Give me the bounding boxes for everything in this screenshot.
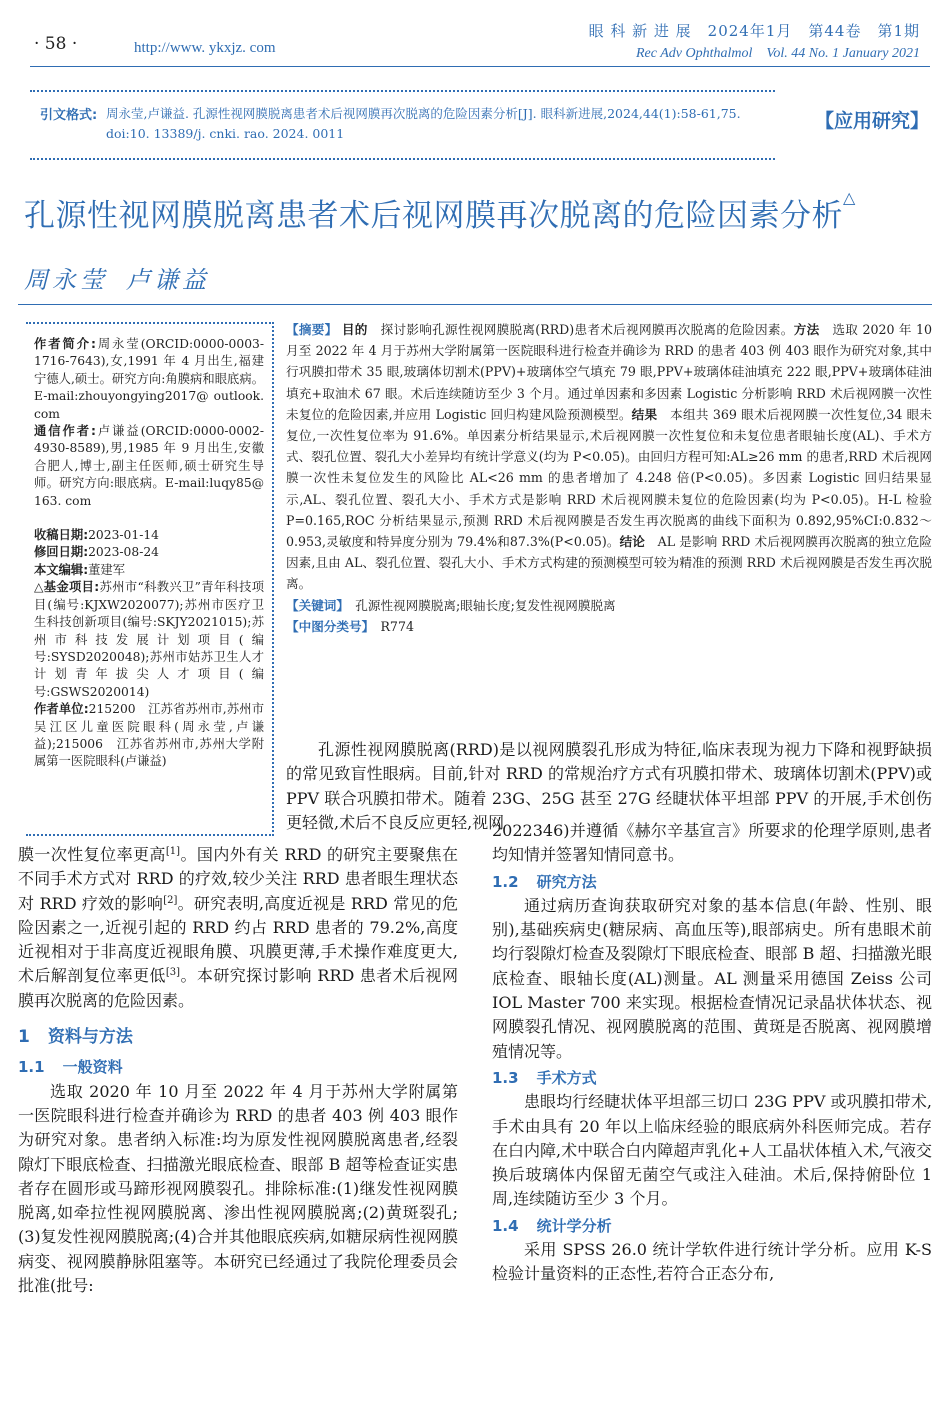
title-text: 孔源性视网膜脱离患者术后视网膜再次脱离的危险因素分析 xyxy=(24,198,843,234)
editor xyxy=(34,562,264,579)
conclusion-text: AL 是影响 RRD 术后视网膜再次脱离的独立危险因素,且由 AL、裂孔位置、裂孔大小、手术方式构建的预测模型可较为精准的预测 RRD 术后视网膜是否发生再次脱离。 xyxy=(286,534,933,592)
fund-text: 苏州市“科教兴卫”青年科技项目(编号:KJXW2020077);苏州市医疗卫生科技创新项目(编号:SKJY2021015);苏州市科技发展计划项目(编号:SYSD2020048);苏州市姑苏卫生人才计划青年拔尖人才项目(编号:GSWS2020014) xyxy=(34,580,265,699)
author-unit xyxy=(34,701,264,771)
keywords xyxy=(286,595,932,616)
intro-paragraph-cont xyxy=(18,843,458,1013)
article-category: 【应用研究】 xyxy=(815,110,930,132)
left-column xyxy=(18,843,458,1298)
ref-2[interactable]: [2] xyxy=(163,894,178,906)
section-1-1-number: 1.1 xyxy=(18,1058,45,1077)
author-intro-label: 作者简介: xyxy=(34,337,96,351)
abstract xyxy=(286,319,932,637)
intro-text-4: 。本研究探讨影响 RRD 患者术后视网膜再次脱离的危险因素。 xyxy=(18,966,458,1010)
section-1-3-text: 患眼均行经睫状体平坦部三切口 23G PPV 或巩膜扣带术,手术由具有 20 年以上临床经验的眼底病外科医师完成。若存在白内障,术中联合白内障超声乳化+人工晶状体植入术,气液交换后玻璃体内保留无菌空气或注入硅油。术后,保持俯卧位 1 周,连续随访至少 3 个月。 xyxy=(492,1092,932,1209)
fund-label: △基金项目: xyxy=(34,580,100,595)
fund xyxy=(34,579,264,701)
section-1-1-title: 一般资料 xyxy=(62,1058,123,1077)
section-1-heading xyxy=(18,1025,458,1049)
revised-date xyxy=(34,544,264,561)
results-text: 本组共 369 眼术后视网膜一次性复位,34 眼未复位,一次性复位率为 91.6%。单因素分析结果显示,术后视网膜一次性复位和未复位患者眼轴长度(AL)、手术方式、裂孔位置、裂孔大小差异均有统计学意义(均为 P<0.05)。由回归方程可知:AL≥26 mm 的患者,RRD 术后视网膜一次性未复位发生的风险比 AL<26 mm 的患者增加了 4.248 倍(P<0.05)。多因素 Logistic 回归结果显示,AL、裂孔位置、裂孔大小、手术方式是影响 RRD 术后视网膜未复位的危险因素(均为 P<0.05)。H-L 检验 P=0.165,ROC 分析结果显示,预测 RRD 术后视网膜是否发生再次脱离的曲线下面积为 0.892,95%CI:0.832～0.953,灵敏度和特异度分别为 79.4%和87.3%(P<0.05)。 xyxy=(286,406,933,550)
journal-info-en: Rec Adv Ophthalmol Vol. 44 No. 1 January 2021 xyxy=(636,46,920,61)
intro-text-3: 。研究表明,高度近视是 RRD 常见的危险因素之一,近视引起的 RRD 约占 RRD 患者的 79.2%,高度近视相对于非高度近视眼角膜、巩膜更薄,手术操作难度更大,术后解剖复位率更低 xyxy=(18,893,458,986)
editor-value: 董建军 xyxy=(88,562,126,577)
author-2: 卢谦益 xyxy=(126,266,210,294)
results-label: 结果 xyxy=(631,406,658,422)
corr-text: 卢谦益(ORCID:0000-0002-4930-8589),男,1985 年 9 月出生,安徽合肥人,博士,副主任医师,硕士研究生导师。研究方向:眼底病。E-mail:luqy85@ 163. com xyxy=(34,424,264,508)
section-1-title: 资料与方法 xyxy=(47,1027,133,1048)
methods-label: 方法 xyxy=(793,322,820,337)
author-intro-text: 周永莹(ORCID:0000-0003-1716-7643),女,1991 年 4 月出生,福建宁德人,硕士。研究方向:角膜病和眼底病。E-mail:zhouyongying2017@ outlook. com xyxy=(34,337,264,421)
section-1-2-text: 通过病历查询获取研究对象的基本信息(年龄、性别、眼别),基础疾病史(糖尿病、高血压等),眼部病史。所有患眼术前均行裂隙灯检查及裂隙灯下眼底检查、眼部 B 超、扫描激光眼底检查、眼轴长度(AL)测量。AL 测量采用德国 Zeiss 公司 IOL Master 700 来实现。根据检查情况记录晶状体状态、视网膜裂孔情况、视网膜脱离的范围、黄斑是否脱离、视网膜增殖情况等。 xyxy=(492,895,932,1061)
unit-text: 215200 江苏省苏州市,苏州市吴江区儿童医院眼科(周永莹,卢谦益);215006 江苏省苏州市,苏州大学附属第一医院眼科(卢谦益) xyxy=(34,702,264,769)
journal-info-cn: 眼 科 新 进 展 2024年1月 第44卷 第1期 xyxy=(588,22,920,40)
clc-tag: 【中图分类号】 xyxy=(286,618,368,634)
section-1-1-text: 选取 2020 年 10 月至 2022 年 4 月于苏州大学附属第一医院眼科进行检查并确诊为 RRD 的患者 403 例 403 眼作为研究对象。患者纳入标准:均为原发性视网膜脱离患者,经裂隙灯下眼底检查、扫描激光眼底检查、眼部 B 超等检查证实患者存在圆形或马蹄形视网膜裂孔。排除标准:(1)继发性视网膜脱离,如牵拉性视网膜脱离、渗出性视网膜脱离;(2)黄斑裂孔;(3)复发性视网膜脱离;(4)合并其他眼底疾病,如糖尿病性视网膜病变、视网膜静脉阻塞等。本研究已经通过了我院伦理委员会批准(批号: xyxy=(18,1081,458,1296)
section-1-3-number: 1.3 xyxy=(492,1068,519,1087)
section-1-number: 1 xyxy=(18,1027,30,1048)
methods-text: 选取 2020 年 10 月至 2022 年 4 月于苏州大学附属第一医院眼科进行检查并确诊为 RRD 的患者 403 例 403 眼作为研究对象,其中行巩膜扣带术 35 眼,玻璃体切割术(PPV)+玻璃体空气填充 79 眼,PPV+玻璃体硅油填充 222 眼,PPV+玻璃体硅油填充+取油术 67 眼。术后连续随访至少 3 个月。通过单因素和多因素 Logistic 分析影响 RRD 术后视网膜一次性未复位的危险因素,并应用 Logistic 回归构建风险预测模型。 xyxy=(286,322,933,422)
received-value: 2023-01-14 xyxy=(88,528,160,543)
clc xyxy=(286,616,932,637)
section-1-3-title: 手术方式 xyxy=(536,1068,597,1087)
journal-url[interactable]: http://www. ykxjz. com xyxy=(134,40,276,56)
intro-paragraph-top: 孔源性视网膜脱离(RRD)是以视网膜裂孔形成为特征,临床表现为视力下降和视野缺损的常见致盲性眼病。目前,针对 RRD 的常规治疗方式有巩膜扣带术、玻璃体切割术(PPV)或 PPV 联合巩膜扣带术。随着 23G、25G 甚至 27G 经睫状体平坦部 PPV 的开展,手术创伤更轻微,术后不良反应更轻,视网 xyxy=(286,740,932,832)
clc-text: R774 xyxy=(380,618,414,634)
section-1-3-heading xyxy=(492,1066,932,1090)
citation-text: 周永莹,卢谦益. 孔源性视网膜脱离患者术后视网膜再次脱离的危险因素分析[J]. 眼科新进展,2024,44(1):58-61,75. doi:10. 13389/j. cnki. rao. 2024. 0011 xyxy=(106,106,741,141)
intro-text-2: 。国内外有关 RRD 的研究主要聚焦在不同手术方式对 RRD 的疗效,较少关注 RRD 患者眼生理状态对 RRD 疗效的影响 xyxy=(18,845,458,913)
section-1-4-heading xyxy=(492,1214,932,1238)
editor-label: 本文编辑: xyxy=(34,562,89,577)
ref-1[interactable]: [1] xyxy=(165,846,181,857)
header-rule xyxy=(30,66,930,67)
received-date xyxy=(34,527,264,544)
abstract-tag: 【摘要】 xyxy=(286,322,338,337)
intro-text-1: 膜一次性复位率更高 xyxy=(18,845,166,864)
conclusion-label: 结论 xyxy=(619,534,645,550)
corr-label: 通信作者: xyxy=(34,424,96,439)
revised-value: 2023-08-24 xyxy=(88,545,160,560)
section-1-4-text: 采用 SPSS 26.0 统计学软件进行统计学分析。应用 K-S 检验计量资料的正态性,若符合正态分布, xyxy=(492,1240,932,1284)
section-1-2-title: 研究方法 xyxy=(536,872,597,891)
right-column xyxy=(492,819,932,1287)
abstract-body xyxy=(286,319,932,595)
title-rule xyxy=(18,304,932,305)
revised-label: 修回日期: xyxy=(34,545,89,560)
author-list xyxy=(24,260,228,295)
objective-label: 目的 xyxy=(341,322,368,337)
article-title xyxy=(24,190,856,235)
keywords-text: 孔源性视网膜脱离;眼轴长度;复发性视网膜脱离 xyxy=(355,597,616,613)
keywords-tag: 【关键词】 xyxy=(286,597,343,613)
author-info xyxy=(34,336,264,771)
author-1: 周永莹 xyxy=(24,266,108,294)
corresponding-author xyxy=(34,423,264,510)
title-fund-mark: △ xyxy=(843,188,856,207)
objective-text: 探讨影响孔源性视网膜脱离(RRD)患者术后视网膜再次脱离的危险因素。 xyxy=(380,322,794,337)
section-1-2-number: 1.2 xyxy=(492,872,519,891)
page-number: · 58 · xyxy=(34,34,78,54)
section-1-1-cont: 2022346)并遵循《赫尔辛基宣言》所要求的伦理学原则,患者均知情并签署知情同意书。 xyxy=(492,821,932,865)
author-intro xyxy=(34,336,264,423)
section-1-2-heading xyxy=(492,870,932,894)
ref-3[interactable]: [3] xyxy=(165,967,181,979)
section-1-4-title: 统计学分析 xyxy=(536,1216,612,1235)
received-label: 收稿日期: xyxy=(34,528,89,543)
unit-label: 作者单位: xyxy=(34,702,89,717)
section-1-1-heading xyxy=(18,1055,458,1079)
section-1-4-number: 1.4 xyxy=(492,1216,519,1235)
citation-label: 引文格式: xyxy=(40,108,98,123)
